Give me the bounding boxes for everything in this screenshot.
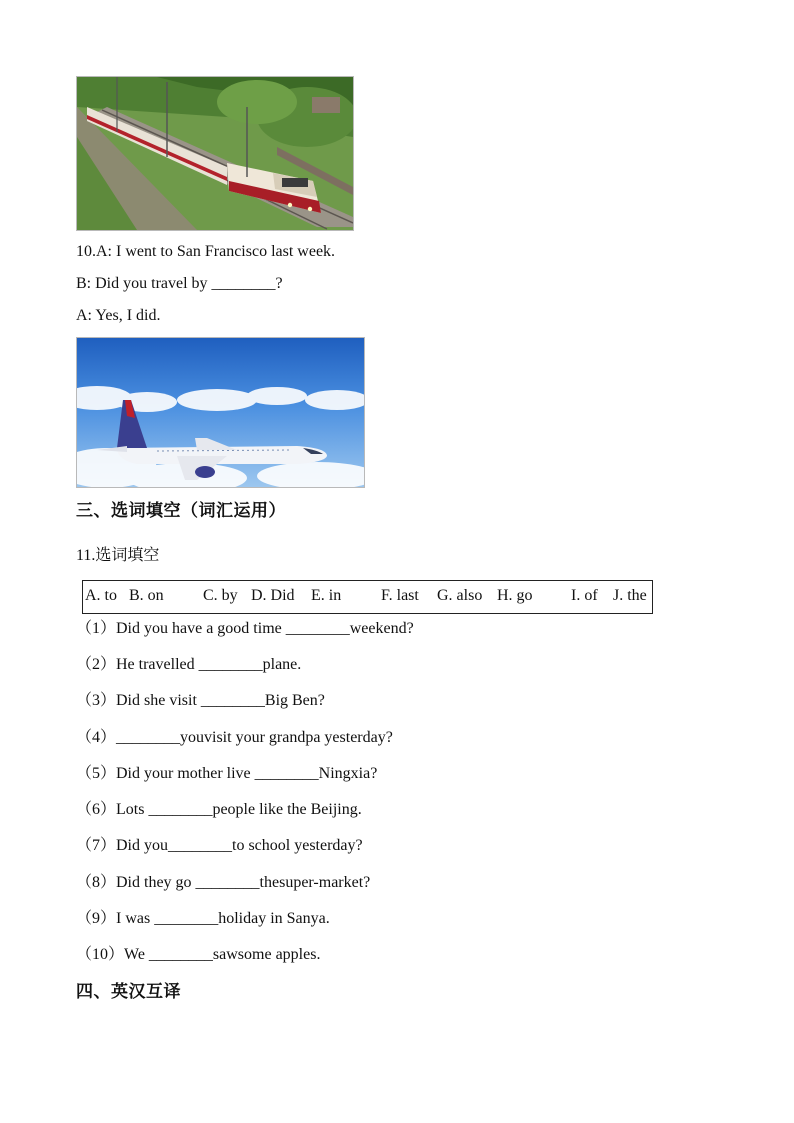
q10-a-reply: A: Yes, I did. — [76, 307, 161, 324]
q11-item-4: （4）________youvisit your grandpa yesterday? — [76, 729, 393, 746]
option-c: C. by — [203, 587, 238, 604]
train-photo — [76, 76, 354, 231]
section3-heading: 三、选词填空（词汇运用） — [76, 501, 286, 520]
q11-item-7: （7）Did you________to school yesterday? — [76, 837, 363, 854]
option-h: H. go — [497, 587, 533, 604]
option-e: E. in — [311, 587, 342, 604]
q11-title: 11.选词填空 — [76, 547, 160, 564]
word-bank-box — [82, 580, 653, 614]
q10-a-line: 10.A: I went to San Francisco last week. — [76, 243, 336, 260]
q11-item-9: （9）I was ________holiday in Sanya. — [76, 910, 330, 927]
option-b: B. on — [129, 587, 164, 604]
option-i: I. of — [571, 587, 598, 604]
option-g: G. also — [437, 587, 483, 604]
train-photo-illustration — [77, 77, 353, 230]
option-d: D. Did — [251, 587, 295, 604]
q11-item-5: （5）Did your mother live ________Ningxia? — [76, 765, 378, 782]
airplane-photo — [76, 337, 365, 488]
q11-item-6: （6）Lots ________people like the Beijing. — [76, 801, 362, 818]
option-f: F. last — [381, 587, 419, 604]
option-j: J. the — [613, 587, 647, 604]
q11-item-8: （8）Did they go ________thesuper-market? — [76, 874, 371, 891]
section4-heading: 四、英汉互译 — [76, 982, 181, 1001]
q10-b-line: B: Did you travel by ________? — [76, 275, 283, 292]
airplane-photo-illustration — [77, 338, 364, 487]
q11-item-2: （2）He travelled ________plane. — [76, 656, 302, 673]
q11-item-10: （10）We ________sawsome apples. — [76, 946, 321, 963]
q11-item-3: （3）Did she visit ________Big Ben? — [76, 692, 325, 709]
option-a: A. to — [85, 587, 117, 604]
q11-item-1: （1）Did you have a good time ________weekend? — [76, 620, 414, 637]
